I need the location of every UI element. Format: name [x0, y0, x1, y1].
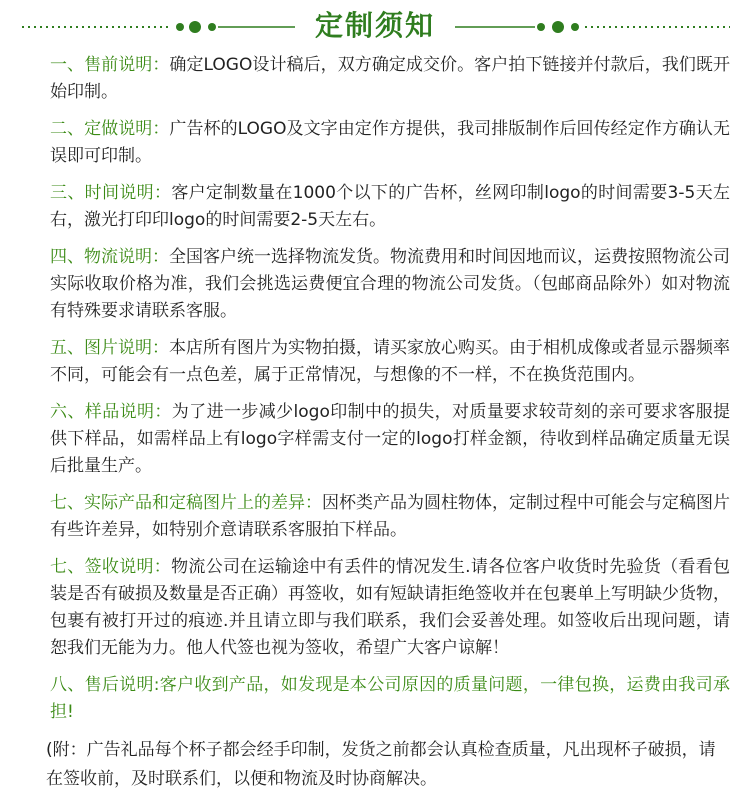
- notice-label: 五、图片说明：: [50, 338, 169, 358]
- notice-label: 七、签收说明：: [50, 557, 172, 577]
- notice-text: 因杯类产品为圆柱物体，定制过程中可能会与定稿图片有些许差异，如特别介意请联系客服拍下样品。: [50, 493, 730, 540]
- footnote: (附：广告礼品每个杯子都会经手印制，发货之前都会认真检查质量，凡出现杯子破损，请在签收前，及时联系们，以便和物流及时协商解决。: [46, 740, 716, 789]
- notice-item: [50, 116, 730, 170]
- notice-label: 二、定做说明：: [50, 119, 170, 139]
- notice-text: 为了进一步减少logo印制中的损失，对质量要求较苛刻的亲可要求客服提供下样品，如需样品上有logo字样需支付一定的logo打样金额，待收到样品确定质量无误后批量生产。: [50, 402, 730, 476]
- notice-text: 确定LOGO设计稿后，双方确定成交价。客户拍下链接并付款后，我们既开始印制。: [50, 55, 730, 102]
- section-header: [0, 8, 750, 44]
- notice-label: 一、售前说明：: [50, 55, 170, 75]
- notice-content: [46, 52, 731, 794]
- page-title: 定制须知: [314, 9, 435, 42]
- notice-text: 物流公司在运输途中有丢件的情况发生.请各位客户收货时先验货（看看包装是否有破损及数量是否正确）再签收，如有短缺请拒绝签收并在包裹单上写明缺少货物，包裹有被打开过的痕迹.并且请立即与我们联系，我们会妥善处理。如签收后出现问题，请恕我们无能为力。他人代签也视为签收，希望广大客户谅解！: [50, 557, 731, 658]
- notice-text: 全国客户统一选择物流发货。物流费用和时间因地而议，运费按照物流公司实际收取价格为准，我们会挑选运费便宜合理的物流公司发货。（包邮商品除外）如对物流有特殊要求请联系客服。: [50, 247, 730, 321]
- notice-text: 客户收到产品，如发现是本公司原因的质量问题，一律包换，运费由我司承担!: [50, 675, 730, 722]
- notice-item: [50, 180, 730, 234]
- notice-item: [50, 335, 730, 389]
- notice-text: 本店所有图片为实物拍摄，请买家放心购买。由于相机成像或者显示器频率不同，可能会有一点色差，属于正常情况，与想像的不一样，不在换货范围内。: [50, 338, 730, 385]
- notice-label: 七、实际产品和定稿图片上的差异：: [50, 493, 322, 513]
- notice-label: 六、样品说明：: [50, 402, 172, 422]
- notice-item: [50, 490, 730, 544]
- notice-text: 广告杯的LOGO及文字由定作方提供，我司排版制作后回传经定作方确认无误即可印制。: [50, 119, 730, 166]
- notice-item: [50, 399, 730, 480]
- notice-label: 八、售后说明:: [50, 675, 160, 695]
- notice-item: [50, 672, 730, 726]
- notice-label: 四、物流说明：: [50, 247, 169, 267]
- notice-text: 客户定制数量在1000个以下的广告杯，丝网印制logo的时间需要3-5天左右，激光打印印logo的时间需要2-5天左右。: [50, 183, 730, 230]
- notice-item: [50, 244, 730, 325]
- notice-label: 三、时间说明：: [50, 183, 172, 203]
- notice-item: [50, 52, 730, 106]
- notice-item: [50, 554, 730, 662]
